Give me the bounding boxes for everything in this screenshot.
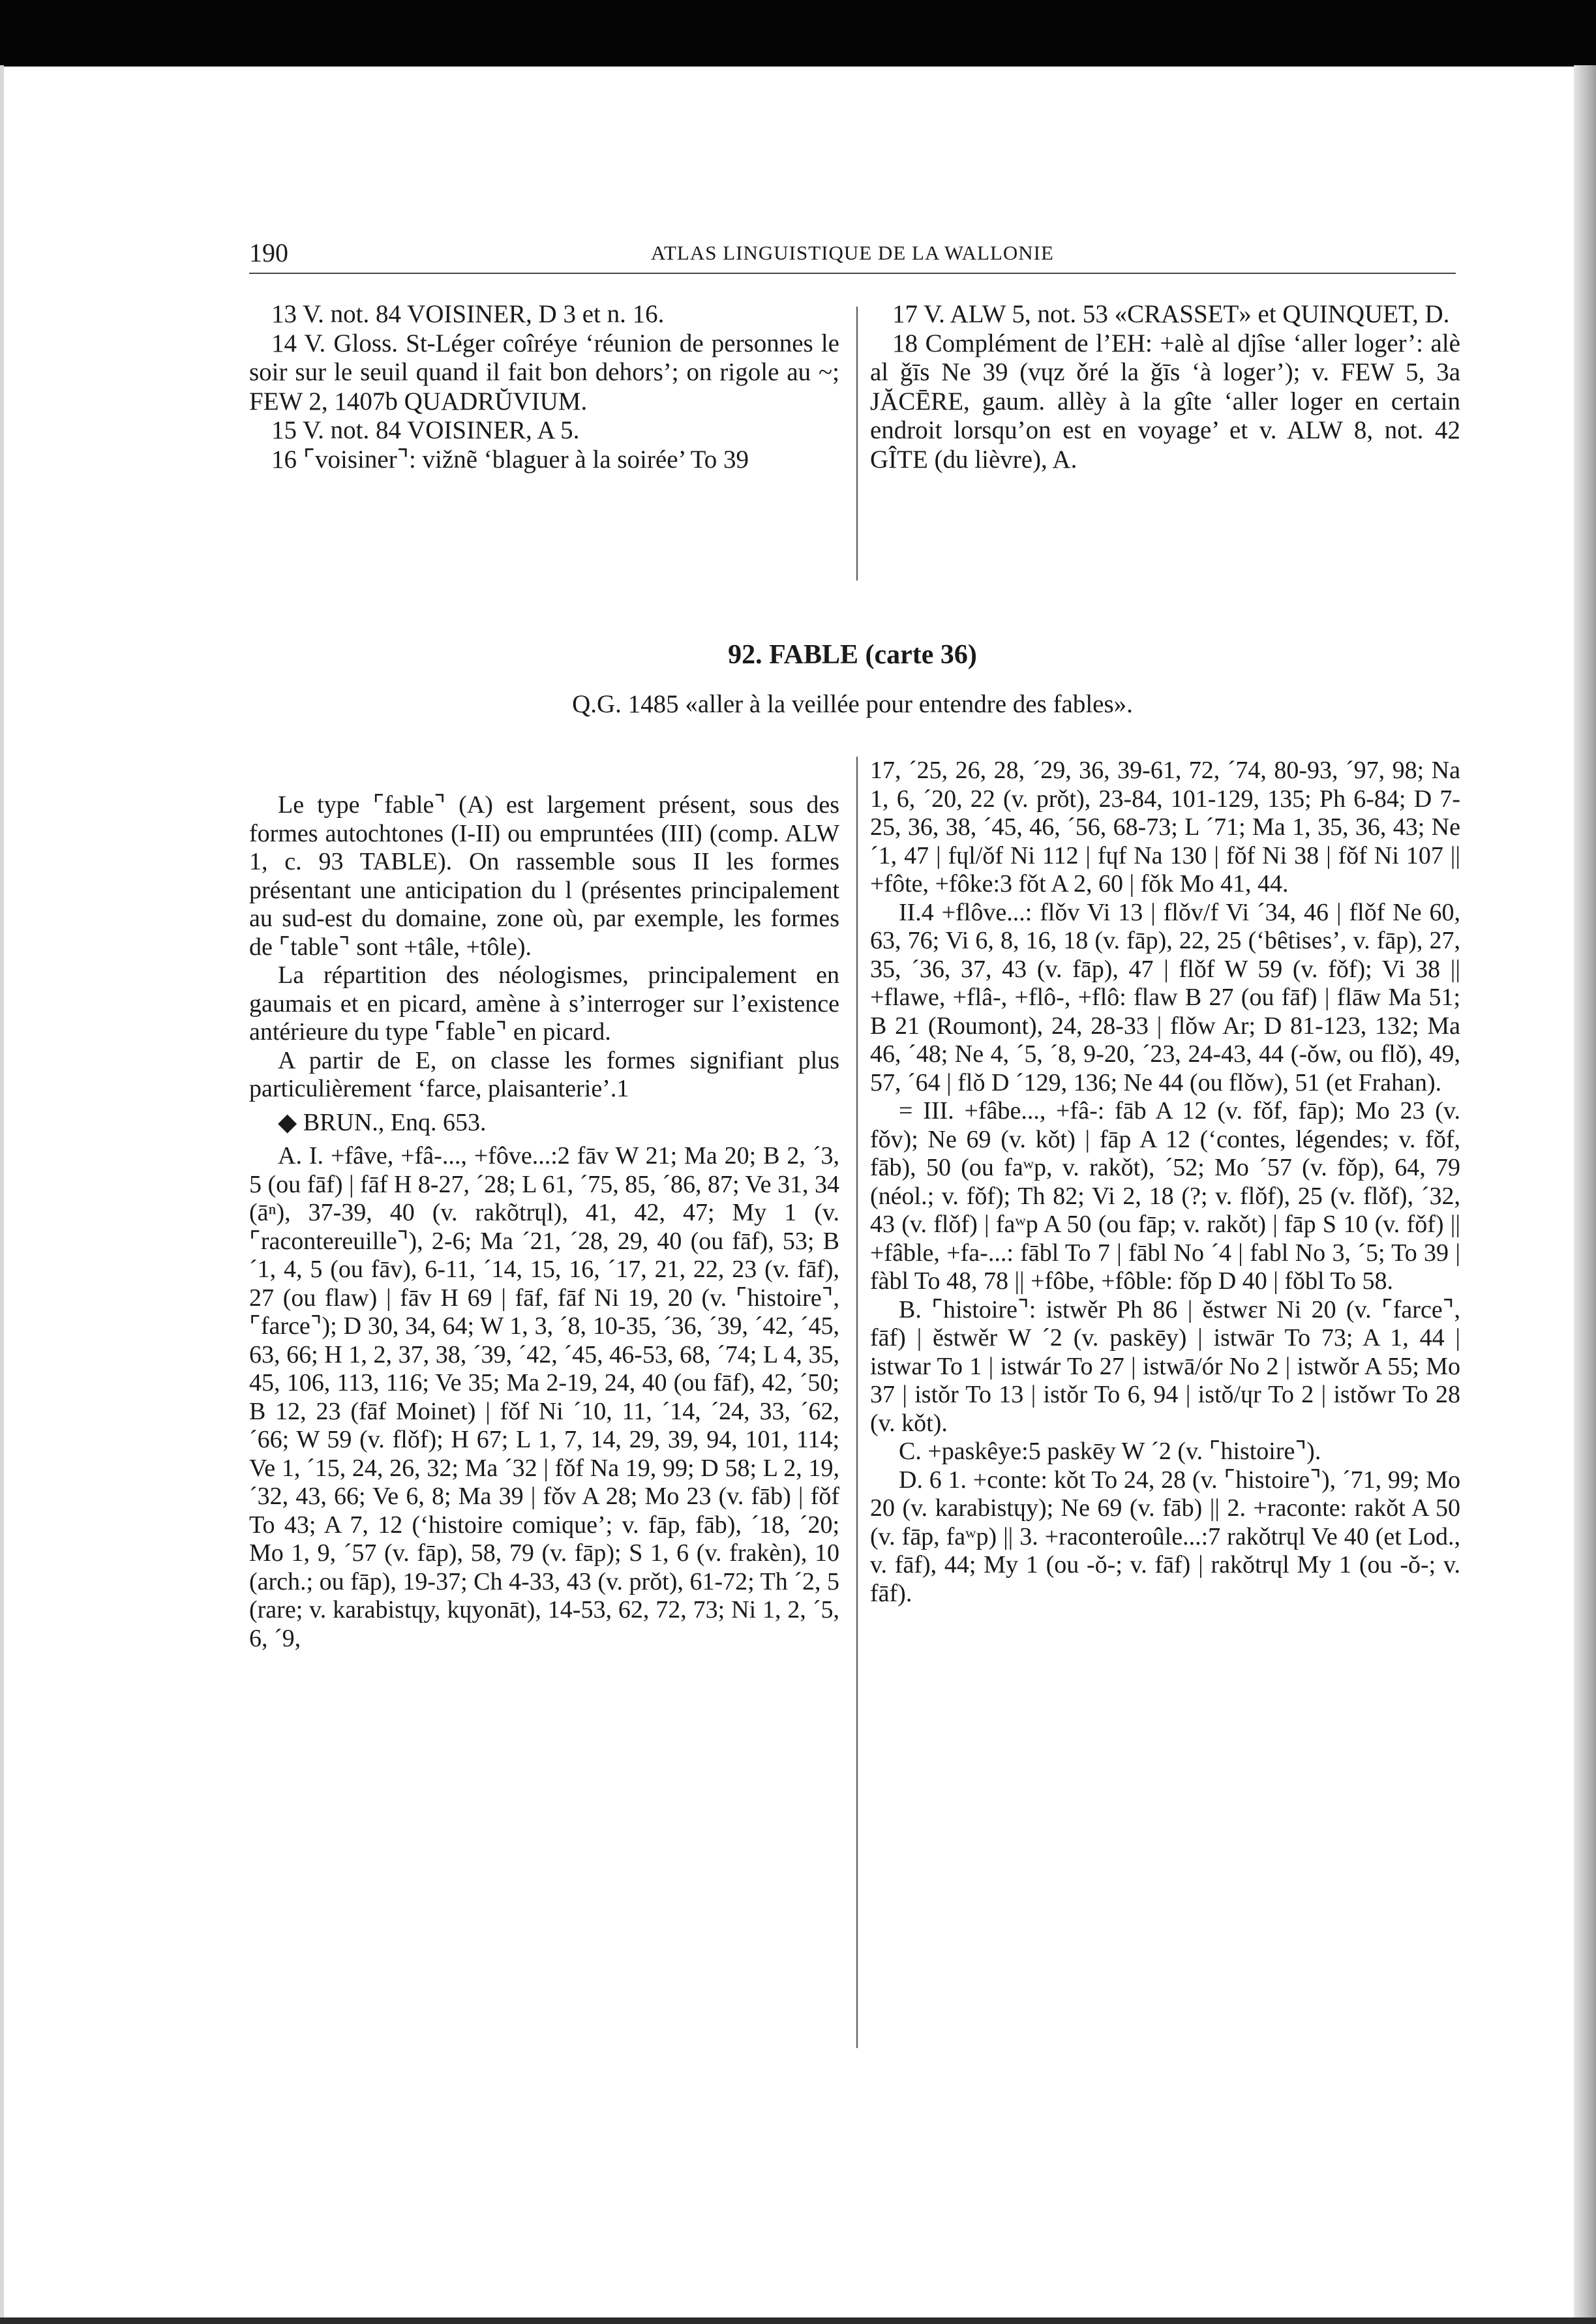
page-header (249, 234, 1456, 274)
questionnaire-line: Q.G. 1485 «aller à la veillée pour entendre des fables». (572, 690, 1133, 718)
body-right-column (870, 757, 1460, 1608)
body-paragraph: II.4 +flôve...: flǒv Vi 13 | flǒv/f Vi ´34, 46 | flǒf Ne 60, 63, 76; Vi 6, 8, 16, 18 (v. fāp), 22, 25 (‘bêtises’, v. fāp), 27, 35, ´36, 37, 43 (v. fāp), 47 | flǒf W 59 (v. fǒf); Vi 38 || +flawe, +flâ-, +flô-, +flô: flaw B 27 (ou fāf) | flāw Ma 51; B 21 (Roumont), 24, 28-33 | flǒw Ar; D 81-123, 132; Ma 46, ´48; Ne 4, ´5, ´8, 9-20, ´23, 24-43, 44 (-ǒw, ou flǒ), 49, 57, ´64 | flǒ D ´129, 136; Ne 44 (ou flǒw), 51 (et Frahan). (870, 898, 1460, 1096)
footnote-14: 14 V. Gloss. St-Léger coîréye ‘réunion de personnes le soir sur le seuil quand il fait bon dehors’; on rigole au ~; FEW 2, 1407b QUADRŬVIUM. (249, 329, 839, 415)
body-paragraph: 17, ´25, 26, 28, ´29, 36, 39-61, 72, ´74, 80-93, ´97, 98; Na 1, 6, ´20, 22 (v. prǒt), 23-84, 101-129, 135; Ph 6-84; D 7-25, 36, 38, ´45, 46, ´56, 68-73; L ´71; Ma 1, 35, 36, 43; Ne ´1, 47 | fɥl/ǒf Ni 112 | fɥf Na 130 | fǒf Ni 38 | fǒf Ni 107 || +fôte, +fôke:3 fǒt A 2, 60 | fǒk Mo 41, 44. (870, 757, 1460, 898)
section-title: 92. FABLE (carte 36) (728, 640, 977, 670)
body-paragraph: La répartition des néologismes, principalement en gaumais et en picard, amène à s’interroger sur l’existence antérieure du type ⌜fable⌝ en picard. (249, 961, 839, 1046)
footnote-13: 13 V. not. 84 VOISINER, D 3 et n. 16. (271, 300, 665, 328)
body-paragraph: A partir de E, on classe les formes signifiant plus particulièrement ‘farce, plaisanterie’.1 (249, 1046, 839, 1102)
body-column-divider (856, 757, 858, 2048)
footnote-17: 17 V. ALW 5, not. 53 «CRASSET» et QUINQUET, D. (892, 300, 1450, 328)
body-paragraph: Le type ⌜fable⌝ (A) est largement présent, sous des formes autochtones (I-II) ou empruntées (III) (comp. ALW 1, c. 93 TABLE). On rassemble sous II les formes présentant une anticipation du l (présentes principalement au sud-est du domaine, zone où, par exemple, les formes de ⌜table⌝ sont +tâle, +tôle). (249, 791, 839, 961)
running-title: ATLAS LINGUISTIQUE DE LA WALLONIE (651, 241, 1054, 264)
body-paragraph: D. 6 1. +conte: kǒt To 24, 28 (v. ⌜histoire⌝), ´71, 99; Mo 20 (v. karabistɥy); Ne 69 (v. fāb) || 2. +raconte: rakǒt A 50 (v. fāp, faʷp) || 3. +raconteroûle...:7 rakǒtrɥl Ve 40 (et Lod., v. fāf), 44; My 1 (ou -ǒ-; v. fāf) | rakǒtrɥl My 1 (ou -ǒ-; v. fāf). (870, 1466, 1460, 1607)
scan-bottom-edge (0, 2317, 1596, 2324)
footnotes-left (249, 300, 839, 474)
footnote-column-divider (856, 307, 858, 581)
scan-right-edge (1574, 65, 1596, 2324)
footnote-16: 16 ⌜voisiner⌝: vižnẽ ‘blaguer à la soirée’ To 39 (271, 445, 749, 474)
body-paragraph: C. +paskêye:5 paskēy W ´2 (v. ⌜histoire⌝). (899, 1438, 1321, 1465)
body-paragraph: A. I. +fâve, +fâ-..., +fôve...:2 fāv W 21; Ma 20; B 2, ´3, 5 (ou fāf) | fāf H 8-27, ´28; L 61, ´75, 85, ´86, 87; Ve 31, 34 (āⁿ), 37-39, 40 (v. rakõtrɥl), 41, 42, 47; My 1 (v. ⌜racontereuille⌝), 2-6; Ma ´21, ´28, 29, 40 (ou fāf), 53; B ´1, 4, 5 (ou fāv), 6-11, ´14, 15, 16, ´17, 21, 22, 23 (v. fāf), 27 (ou flaw) | fāv H 69 | fāf, fāf Ni 19, 20 (v. ⌜histoire⌝, ⌜farce⌝); D 30, 34, 64; W 1, 3, ´8, 10-35, ´36, ´39, ´42, ´45, 63, 66; H 1, 2, 37, 38, ´39, ´42, ´45, 46-53, 68, ´74; L 4, 35, 45, 106, 113, 116; Ve 35; Ma 2-19, 24, 40 (ou fāf), 42, ´50; B 12, 23 (fāf Moinet) | fǒf Ni ´10, 11, ´14, ´24, 33, ´62, ´66; W 59 (v. flǒf); H 67; L 1, 7, 14, 29, 39, 94, 101, 114; Ve 1, ´15, 24, 26, 32; Ma ´32 | fǒf Na 19, 99; D 58; L 2, 19, ´32, 43, 66; Ve 6, 8; Ma 39 | fǒv A 28; Mo 23 (v. fāb) | fǒf To 43; A 7, 12 (‘histoire comique’; v. fāp, fāb), ´18, ´20; Mo 1, 9, ´57 (v. fāp), 58, 79 (v. fāp); S 1, 6 (v. frakèn), 10 (arch.; ou fāp), 19-37; Ch 4-33, 43 (v. prǒt), 61-72; Th ´2, 5 (rare; v. karabistɥy, kɥyonāt), 14-53, 62, 72, 73; Ni 1, 2, ´5, 6, ´9, (249, 1142, 839, 1652)
body-paragraph: = III. +fâbe..., +fâ-: fāb A 12 (v. fǒf, fāp); Mo 23 (v. fǒv); Ne 69 (v. kǒt) | fāp A 12 (‘contes, légendes; v. fǒf, fāb), 50 (ou faʷp, v. rakǒt), ´52; Mo ´57 (v. fǒp), 64, 79 (néol.; v. fǒf); Th 82; Vi 2, 18 (?; v. flǒf), 25 (v. flǒf), ´32, 43 (v. flǒf) | faʷp A 50 (ou fāp; v. rakǒt) | fāp S 10 (v. fǒf) || +fâble, +fa-...: fābl To 7 | fābl No ´4 | fabl No 3, ´5; To 39 | fàbl To 48, 78 || +fôbe, +fôble: fǒp D 40 | fǒbl To 58. (870, 1097, 1460, 1295)
bibliography-reference: ◆ BRUN., Enq. 653. (278, 1108, 487, 1136)
footnote-15: 15 V. not. 84 VOISINER, A 5. (271, 416, 580, 444)
page-number: 190 (249, 238, 288, 267)
footnote-18: 18 Complément de l’EH: +alè al djîse ‘aller loger’: alè al ǧīs Ne 39 (vɥz ǒré la ǧīs ‘à loger’); v. FEW 5, 3a JĂCĒRE, gaum. allèy à la gîte ‘aller loger en certain endroit lorsqu’on est en voyage’ et v. ALW 8, not. 42 GÎTE (du lièvre), A. (870, 329, 1460, 474)
footnotes-right (870, 300, 1460, 474)
body-left-column (249, 791, 839, 1653)
scan-top-border (0, 0, 1596, 67)
body-paragraph: B. ⌜histoire⌝: istwěr Ph 86 | ěstwɛr Ni 20 (v. ⌜farce⌝, fāf) | ěstwěr W ´2 (v. paskēy) | istwār To 73; A 1, 44 | istwar To 1 | istwár To 27 | istwā/ór No 2 | istwǒr A 55; Mo 37 | istǒr To 13 | istǒr To 6, 94 | istǒ/ɥr To 2 | istǒwr To 28 (v. kǒt). (870, 1295, 1460, 1437)
scan-left-edge (0, 65, 4, 2324)
